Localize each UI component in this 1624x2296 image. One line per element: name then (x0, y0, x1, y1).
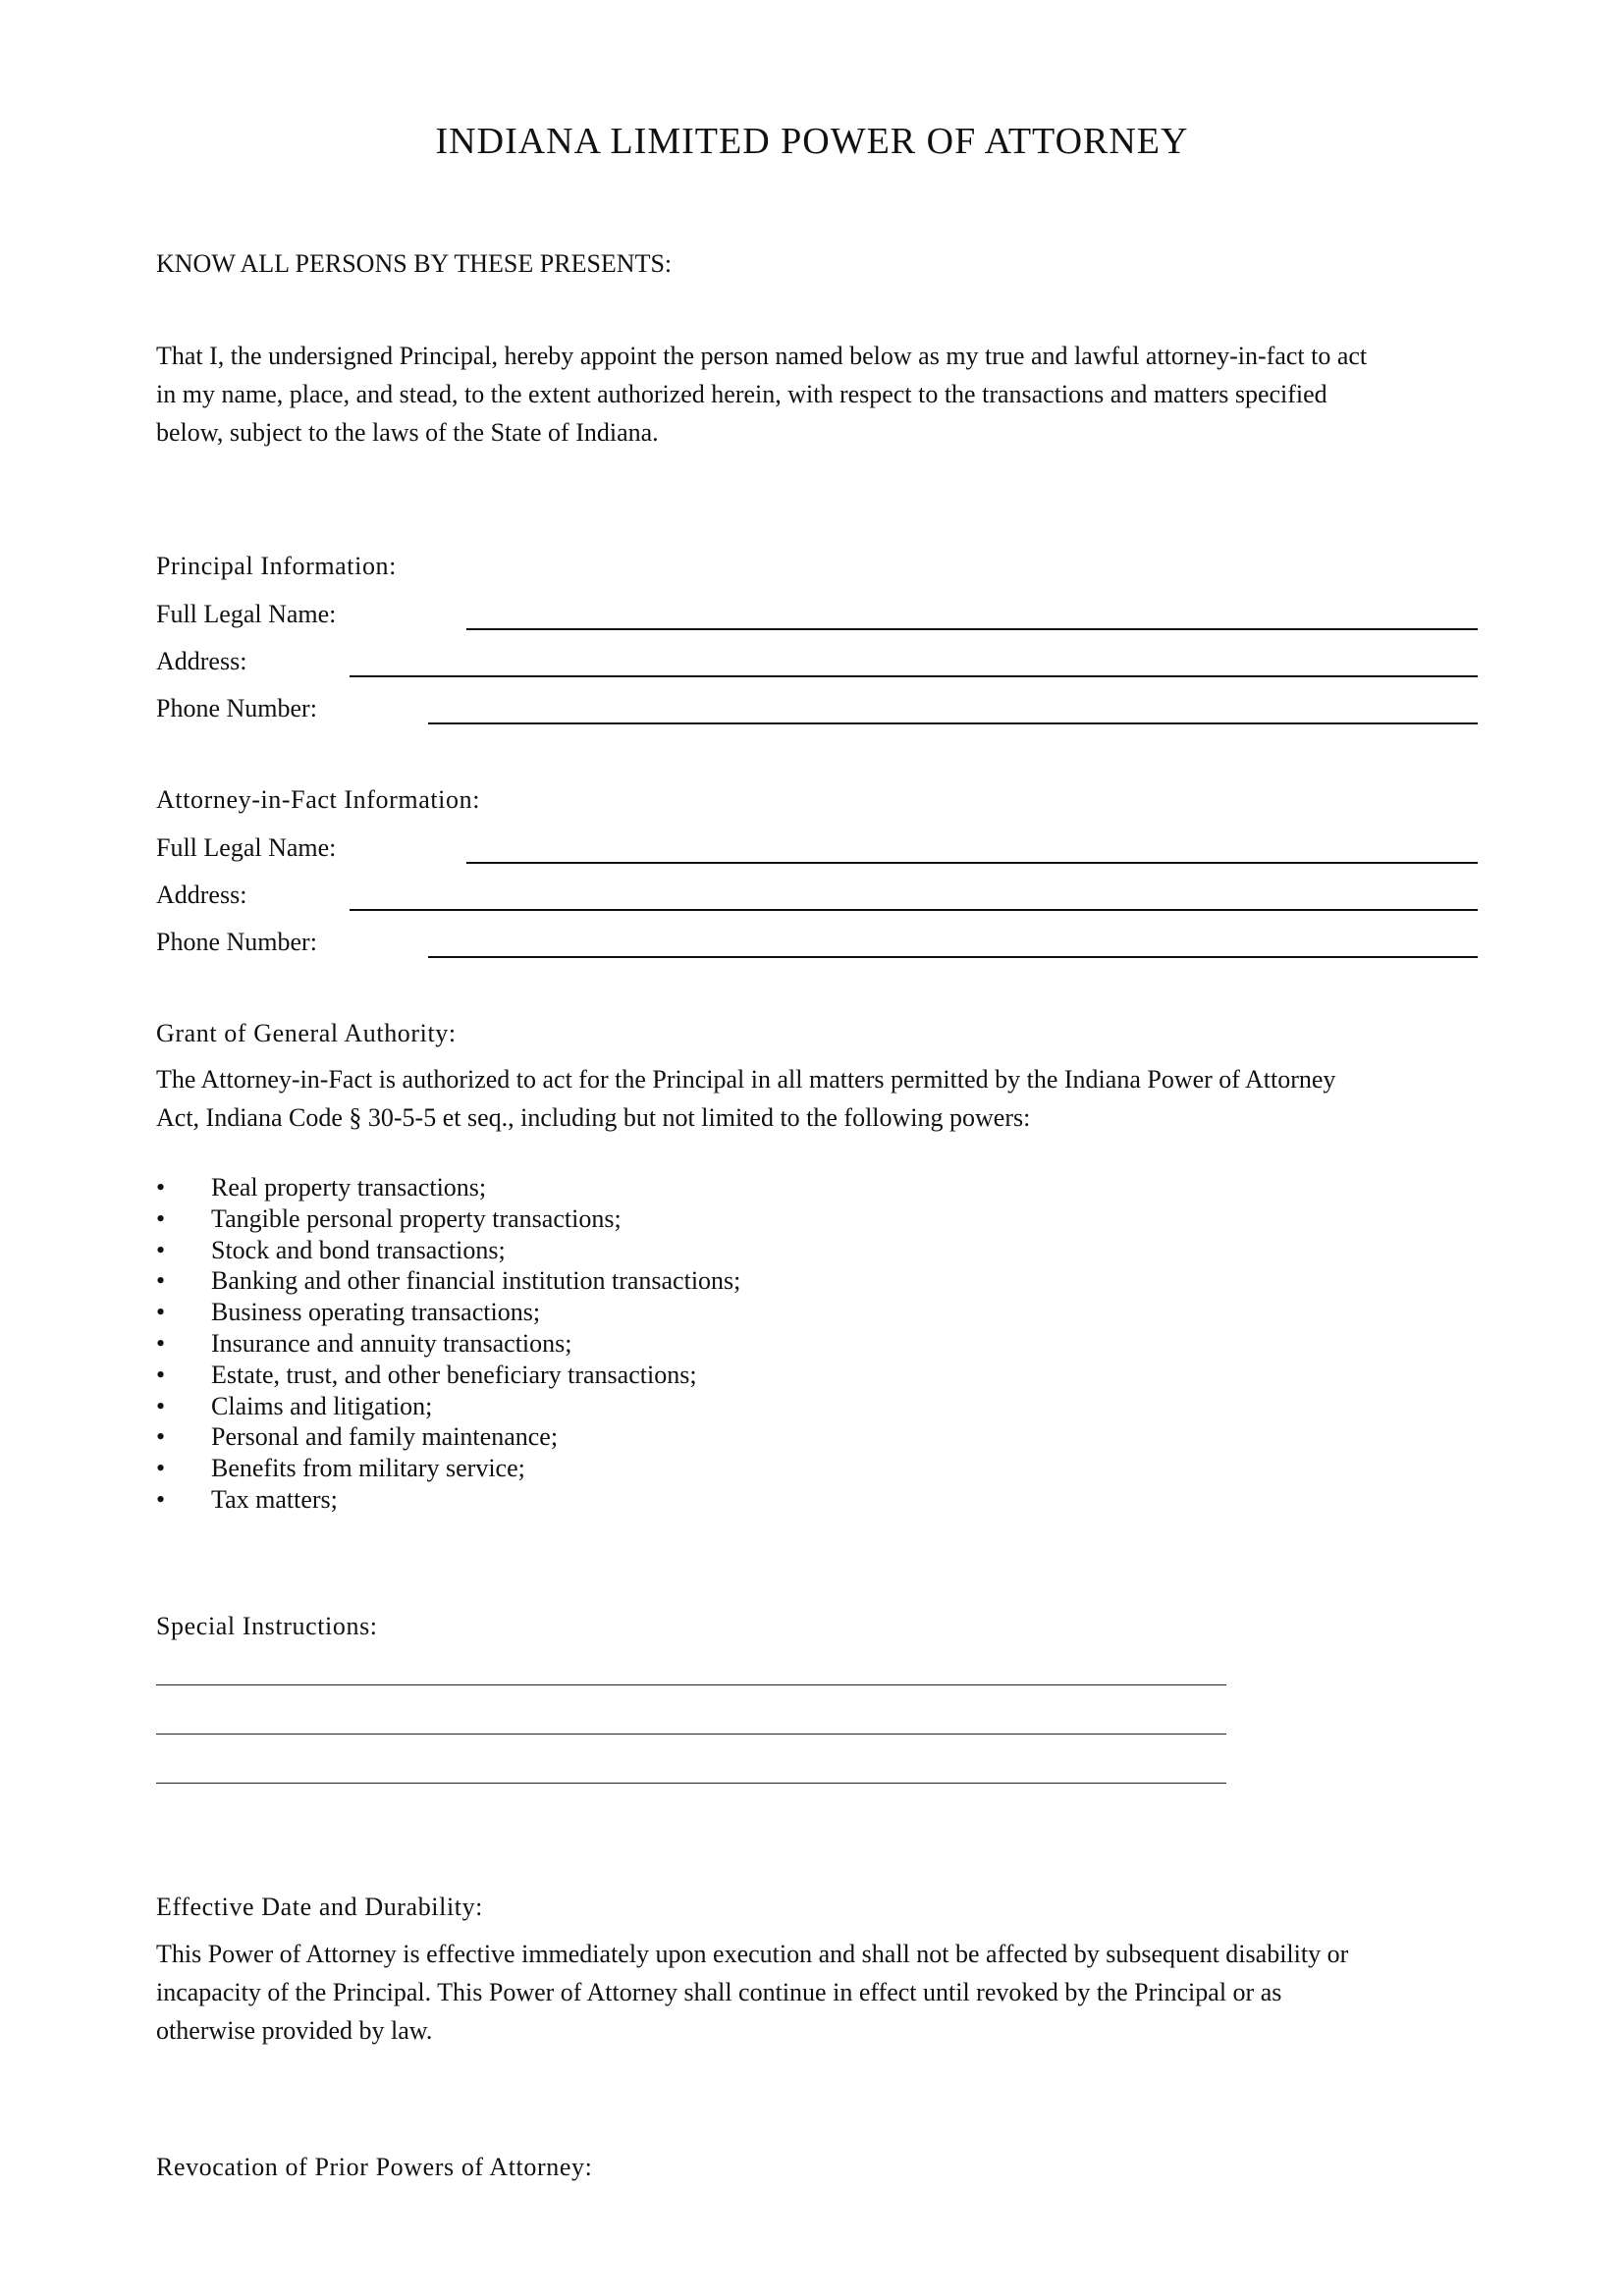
list-item (156, 1265, 740, 1297)
bullet-icon: • (156, 1391, 166, 1420)
bullet-icon: • (156, 1484, 166, 1514)
power-label: Benefits from military service; (211, 1454, 525, 1483)
list-item (156, 1391, 740, 1422)
intro-heading: KNOW ALL PERSONS BY THESE PRESENTS: (156, 249, 673, 278)
bullet-icon: • (156, 1203, 166, 1233)
power-label: Tax matters; (211, 1484, 338, 1514)
list-item (156, 1453, 740, 1484)
list-item (156, 1484, 740, 1516)
principal-name-label: Full Legal Name: (156, 600, 337, 628)
bullet-icon: • (156, 1235, 166, 1264)
effective-paragraph (156, 1935, 1482, 2050)
special-instructions-line[interactable] (156, 1734, 1226, 1735)
revocation-heading: Revocation of Prior Powers of Attorney: (156, 2153, 593, 2181)
intro-paragraph-line: in my name, place, and stead, to the extent authorized herein, with respect to the transactions and matters specified (156, 380, 1327, 408)
bullet-icon: • (156, 1298, 166, 1327)
special-instructions-line[interactable] (156, 1783, 1226, 1784)
bullet-icon: • (156, 1360, 166, 1389)
grant-paragraph-line: The Attorney-in-Fact is authorized to act for the Principal in all matters permitted by the Indiana Power of Attorney (156, 1065, 1336, 1094)
principal-address-field[interactable] (350, 675, 1478, 677)
principal-address-label: Address: (156, 647, 247, 675)
attorney-address-label: Address: (156, 881, 247, 909)
effective-heading: Effective Date and Durability: (156, 1893, 484, 1921)
list-item (156, 1172, 740, 1203)
powers-list (156, 1172, 740, 1516)
attorney-heading: Attorney-in-Fact Information: (156, 785, 481, 814)
power-label: Real property transactions; (211, 1173, 487, 1201)
power-label: Stock and bond transactions; (211, 1235, 506, 1264)
power-label: Estate, trust, and other beneficiary transactions; (211, 1360, 697, 1389)
attorney-name-label: Full Legal Name: (156, 833, 337, 862)
intro-paragraph-line: That I, the undersigned Principal, hereby appoint the person named below as my true and lawful attorney-in-fact to act (156, 342, 1368, 370)
bullet-icon: • (156, 1454, 166, 1483)
effective-paragraph-line: incapacity of the Principal. This Power of Attorney shall continue in effect until revoked by the Principal or as (156, 1978, 1282, 2006)
attorney-name-field[interactable] (466, 862, 1478, 864)
power-label: Claims and litigation; (211, 1391, 433, 1420)
power-label: Personal and family maintenance; (211, 1422, 559, 1452)
bullet-icon: • (156, 1173, 166, 1201)
list-item (156, 1297, 740, 1328)
list-item (156, 1421, 740, 1453)
attorney-address-field[interactable] (350, 909, 1478, 911)
list-item (156, 1235, 740, 1266)
list-item (156, 1328, 740, 1360)
power-label: Tangible personal property transactions; (211, 1203, 622, 1233)
principal-phone-label: Phone Number: (156, 694, 317, 722)
document-title: INDIANA LIMITED POWER OF ATTORNEY (435, 121, 1189, 162)
special-instructions-line[interactable] (156, 1684, 1226, 1685)
principal-heading: Principal Information: (156, 552, 397, 580)
bullet-icon: • (156, 1422, 166, 1452)
effective-paragraph-line: otherwise provided by law. (156, 2016, 433, 2045)
grant-paragraph-line: Act, Indiana Code § 30-5-5 et seq., including but not limited to the following powers: (156, 1103, 1031, 1132)
power-label: Business operating transactions; (211, 1298, 541, 1327)
bullet-icon: • (156, 1328, 166, 1358)
grant-heading: Grant of General Authority: (156, 1019, 457, 1047)
effective-paragraph-line: This Power of Attorney is effective immediately upon execution and shall not be affected by subsequent disability or (156, 1940, 1349, 1968)
principal-phone-field[interactable] (428, 722, 1478, 724)
intro-paragraph-line: below, subject to the laws of the State of Indiana. (156, 418, 659, 447)
grant-paragraph (156, 1060, 1482, 1137)
principal-name-field[interactable] (466, 628, 1478, 630)
bullet-icon: • (156, 1266, 166, 1296)
attorney-phone-label: Phone Number: (156, 928, 317, 956)
attorney-phone-field[interactable] (428, 956, 1478, 958)
list-item (156, 1360, 740, 1391)
power-label: Insurance and annuity transactions; (211, 1328, 572, 1358)
power-label: Banking and other financial institution transactions; (211, 1266, 741, 1296)
special-instructions-heading: Special Instructions: (156, 1612, 378, 1640)
list-item (156, 1203, 740, 1235)
intro-paragraph (156, 337, 1482, 452)
